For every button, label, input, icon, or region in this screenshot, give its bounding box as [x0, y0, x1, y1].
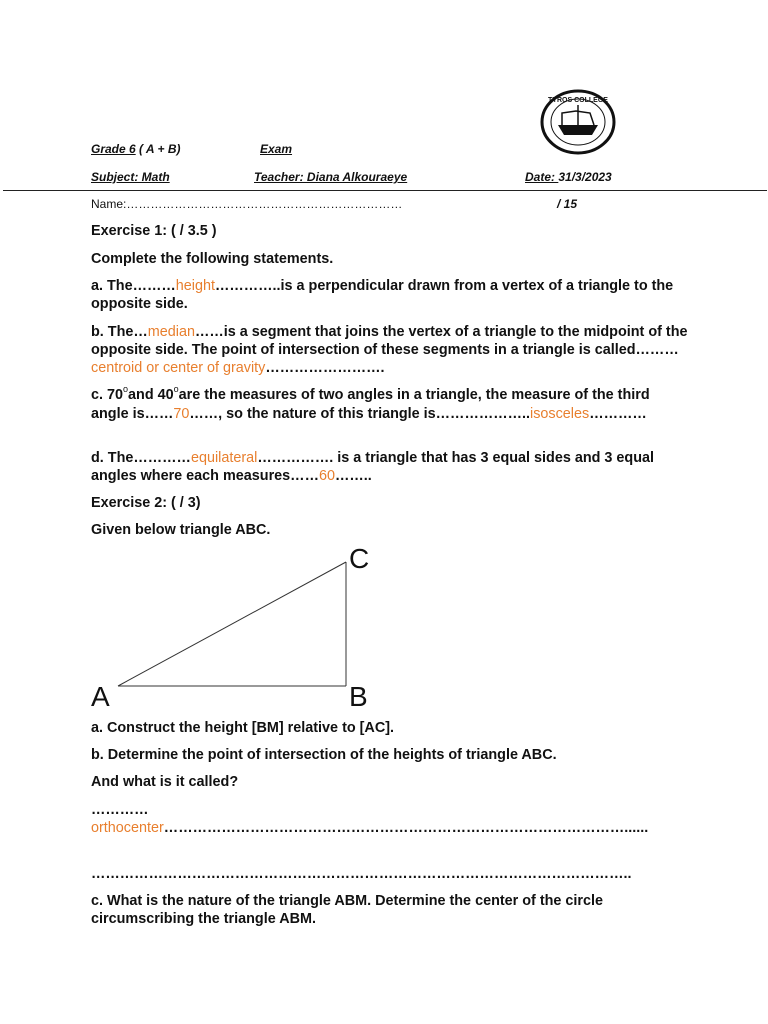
- answer-d1: equilateral: [190, 450, 258, 466]
- header-divider: [3, 190, 767, 191]
- question-c: c. What is the nature of the triangle ABM. Determine the center of the circle circumscribing the triangle ABM.: [91, 893, 604, 927]
- logo-text: TYROS COLLEGE: [548, 97, 608, 104]
- side-ac: [118, 562, 346, 686]
- answer-a: height: [175, 278, 215, 294]
- exercise2-title: Exercise 2: ( / 3): [91, 495, 201, 511]
- answer-b2: centroid or center of gravity: [91, 360, 266, 376]
- exam-label: Exam: [260, 142, 293, 156]
- date-label: Date: 31/3/2023: [525, 170, 612, 184]
- vertex-b-label: B: [349, 681, 368, 712]
- teacher-label: Teacher: Diana Alkouraeye: [254, 170, 408, 184]
- exercise1-title: Exercise 1: ( / 3.5 ): [91, 223, 217, 239]
- statement-a: a. The………height…………..is a perpendicular drawn from a vertex of a triangle to the opposite side.: [91, 278, 674, 312]
- grade-label: Grade 6 ( A + B): [91, 142, 181, 156]
- vertex-a-label: A: [91, 681, 110, 712]
- statement-d: d. The…………equilateral……………. is a triangle that has 3 equal sides and 3 equal angles where each measures……60……..: [91, 450, 654, 484]
- vertex-c-label: C: [349, 543, 370, 574]
- subject-label: Subject: Math: [91, 170, 170, 184]
- answer-line-orthocenter: ………… orthocenter……………………………………………………………………………………......: [91, 802, 649, 836]
- exercise2-intro: Given below triangle ABC.: [91, 522, 271, 538]
- answer-d2: 60: [318, 468, 335, 484]
- question-a: a. Construct the height [BM] relative to [AC].: [91, 720, 395, 736]
- exercise1-instruction: Complete the following statements.: [91, 251, 334, 267]
- school-logo: [540, 89, 616, 155]
- blank-answer-line: …………………………………………………………………………………………………..: [91, 866, 632, 882]
- answer-c2: isosceles: [530, 406, 590, 422]
- answer-orthocenter: orthocenter: [91, 820, 164, 836]
- question-b2: And what is it called?: [91, 774, 239, 790]
- total-score: / 15: [557, 197, 578, 211]
- statement-c: c. 70$^o$and 40$^o$are the measures of two angles in a triangle, the measure of the third angle is……70……, so the nature of this triangle is………………..isosceles…………: [91, 384, 650, 422]
- answer-b1: median: [147, 324, 195, 340]
- statement-b: b. The…median……is a segment that joins the vertex of a triangle to the midpoint of the opposite side. The point of intersection of these segments in a triangle is called………centroid or center of gravity…………………….: [91, 324, 688, 376]
- answer-c1: 70: [173, 406, 190, 422]
- name-field[interactable]: Name:……………………………………………………………: [91, 197, 403, 211]
- question-b: b. Determine the point of intersection of the heights of triangle ABC.: [91, 747, 557, 763]
